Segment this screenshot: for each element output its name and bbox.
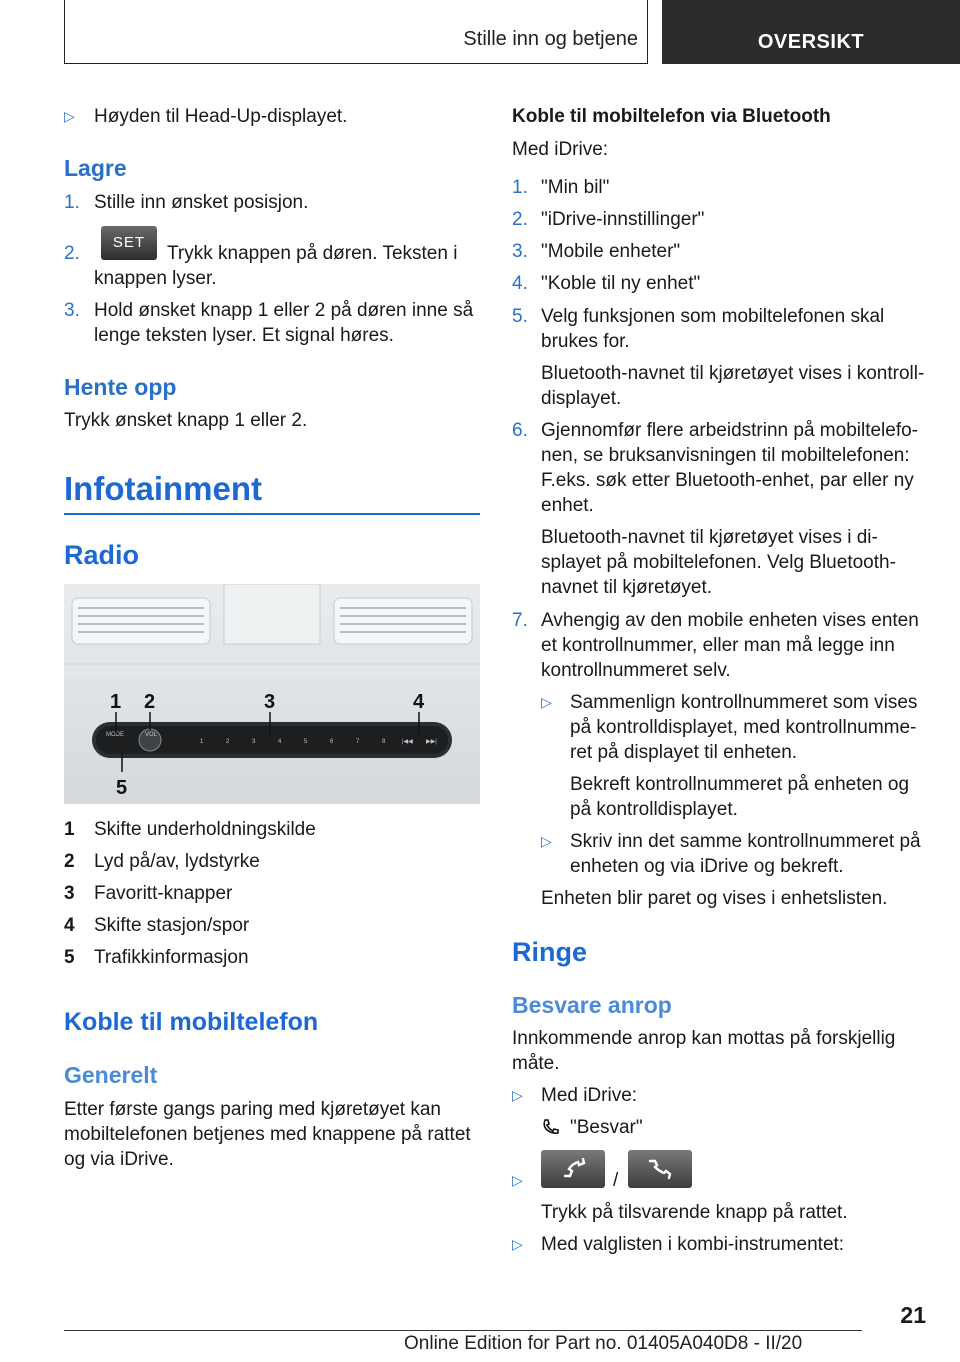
step-note: splayet på mobiltelefonen. Velg Bluetooth- (541, 552, 896, 573)
besvare-bullet-2: Trykk på tilsvarende knapp på rattet. (541, 1202, 848, 1223)
legend-text: Favoritt-knapper (94, 883, 233, 904)
sub-bullet-text: ret på displayet til enheten. (570, 742, 798, 763)
preset-label: 5 (304, 739, 308, 745)
step-number: 6. (512, 420, 528, 441)
step-text: Stille inn ønsket posisjon. (94, 192, 309, 213)
besvare-line: Innkommende anrop kan mottas på forskjellig (512, 1028, 896, 1049)
phone-handset-icon (645, 1158, 675, 1180)
hente-heading: Hente opp (64, 374, 177, 400)
set-key-icon: SET (101, 226, 157, 260)
bt-heading: Koble til mobiltelefon via Bluetooth (512, 106, 831, 127)
seek-back-icon: |◀◀ (402, 739, 413, 745)
lagre-step-3 (64, 298, 484, 348)
legend-text: Skifte stasjon/spor (94, 915, 250, 936)
bt-step-4 (512, 271, 932, 296)
sub-bullet-note: Bekreft kontrollnummeret på enheten og (570, 774, 910, 795)
step-text: "Min bil" (541, 177, 610, 198)
lagre-step-1 (64, 190, 484, 215)
phone-handset-icon (558, 1158, 588, 1180)
step-number: 1. (512, 177, 528, 198)
steering-phone-button-alt (628, 1150, 692, 1188)
besvare-bullet-1: Med iDrive: (541, 1085, 638, 1106)
sub-bullet-text: Sammenlign kontrollnummeret som vises (570, 692, 918, 713)
bullet-triangle-icon: ▷ (512, 1087, 523, 1103)
bullet-triangle-icon: ▷ (512, 1236, 523, 1252)
koble-heading: Koble til mobiltelefon (64, 1008, 319, 1036)
step-text: Trykk knappen på døren. Teksten i (167, 243, 458, 264)
page-number: 21 (900, 1302, 926, 1328)
bt-step-2 (512, 207, 932, 232)
header-section-title: Stille inn og betjene (463, 28, 638, 50)
callout-3: 3 (264, 691, 276, 713)
legend-number: 5 (64, 947, 75, 968)
hente-text: Trykk ønsket knapp 1 eller 2. (64, 410, 308, 431)
phone-icon (541, 1117, 561, 1137)
callout-1: 1 (110, 691, 122, 713)
step-text: enhet. (541, 495, 594, 516)
mode-label: MODE (106, 732, 124, 738)
bullet-triangle-icon: ▷ (541, 694, 552, 710)
generelt-heading: Generelt (64, 1062, 158, 1088)
step-number: 4. (512, 273, 528, 294)
sub-bullet-note: på kontrolldisplayet. (570, 799, 738, 820)
step-text: Gjennomfør flere arbeidstrinn på mobiltelefo- (541, 420, 919, 441)
button-separator: / (613, 1170, 619, 1191)
generelt-line: og via iDrive. (64, 1149, 174, 1170)
steering-phone-button (541, 1150, 605, 1188)
step-text: lenge teksten lyser. Et signal høres. (94, 325, 394, 346)
bt-step-5 (512, 304, 942, 414)
step-note: Bluetooth-navnet til kjøretøyet vises i kontroll- (541, 363, 925, 384)
step-text: kontrollnummeret selv. (541, 660, 731, 681)
step-number: 5. (512, 306, 528, 327)
bt-intro: Med iDrive: (512, 139, 609, 160)
preset-label: 1 (200, 739, 204, 745)
legend-number: 1 (64, 819, 75, 840)
radio-heading: Radio (64, 540, 140, 570)
hud-bullet-text: Høyden til Head-Up-displayet. (94, 106, 348, 127)
legend-text: Lyd på/av, lydstyrke (94, 851, 260, 872)
lagre-heading: Lagre (64, 155, 127, 181)
preset-label: 3 (252, 739, 256, 745)
callout-5: 5 (116, 777, 128, 799)
sub-bullet-text: på kontrolldisplayet, med kontrollnumme- (570, 717, 917, 738)
footer-rule (64, 1330, 862, 1331)
generelt-line: mobiltelefonen betjenes med knappene på rattet (64, 1124, 471, 1145)
preset-label: 2 (226, 739, 230, 745)
ringe-heading: Ringe (512, 937, 588, 967)
sub-bullet-text: enheten og via iDrive og bekreft. (570, 856, 844, 877)
besvar-menu-item: "Besvar" (570, 1117, 643, 1138)
lagre-step-2 (64, 226, 484, 289)
legend-text: Trafikkinformasjon (94, 947, 249, 968)
bullet-triangle-icon: ▷ (512, 1172, 523, 1188)
preset-label: 8 (382, 739, 386, 745)
besvare-bullet-3: Med valglisten i kombi-instrumentet: (541, 1234, 845, 1255)
step-note: Bluetooth-navnet til kjøretøyet vises i di- (541, 527, 878, 548)
step-text: "iDrive-innstillinger" (541, 209, 705, 230)
step-note: navnet til kjøretøyet. (541, 577, 713, 598)
step-number: 7. (512, 610, 528, 631)
besvare-heading: Besvare anrop (512, 992, 672, 1018)
step-text: nen, se bruksanvisningen til mobiltelefonen: (541, 445, 910, 466)
legend-number: 4 (64, 915, 75, 936)
header-chapter-tab[interactable]: OVERSIKT (662, 0, 960, 64)
step-text: "Koble til ny enhet" (541, 273, 701, 294)
legend-text: Skifte underholdningskilde (94, 819, 316, 840)
vol-label: VOL (145, 732, 158, 738)
heading-rule (64, 513, 480, 515)
legend-number: 3 (64, 883, 75, 904)
footer-edition: Online Edition for Part no. 01405A040D8 - II/20 (404, 1333, 803, 1354)
legend-number: 2 (64, 851, 75, 872)
radio-console-drawing (64, 584, 480, 804)
bullet-triangle-icon: ▷ (541, 833, 552, 849)
step-text: F.eks. søk etter Bluetooth-enhet, par eller ny (541, 470, 914, 491)
step-text: Velg funksjonen som mobiltelefonen skal (541, 306, 885, 327)
step-text: "Mobile enheter" (541, 241, 681, 262)
step-note: displayet. (541, 388, 622, 409)
step-text: brukes for. (541, 331, 630, 352)
bullet-triangle-icon: ▷ (64, 108, 75, 124)
seek-forward-icon: ▶▶| (426, 739, 437, 745)
step-number: 3. (64, 300, 80, 321)
step-text: knappen lyser. (94, 268, 217, 289)
step-text: et kontrollnummer, eller man må legge inn (541, 635, 895, 656)
infotainment-heading: Infotainment (64, 470, 262, 507)
preset-label: 7 (356, 739, 360, 745)
step-text: Hold ønsket knapp 1 eller 2 på døren inne så (94, 300, 474, 321)
sub-bullet-text: Skriv inn det samme kontrollnummeret på (570, 831, 921, 852)
step-number: 2. (512, 209, 528, 230)
generelt-line: Etter første gangs paring med kjøretøyet kan (64, 1099, 441, 1120)
step-number: 3. (512, 241, 528, 262)
paired-text: Enheten blir paret og vises i enhetslisten. (541, 888, 888, 909)
radio-illustration (64, 584, 480, 804)
bt-step-6 (512, 418, 942, 603)
preset-label: 4 (278, 739, 282, 745)
callout-2: 2 (144, 691, 156, 713)
callout-4: 4 (413, 691, 425, 713)
bt-step-1 (512, 175, 932, 200)
step-number: 1. (64, 192, 80, 213)
preset-label: 6 (330, 739, 334, 745)
step-text: Avhengig av den mobile enheten vises enten (541, 610, 919, 631)
besvare-line: måte. (512, 1053, 560, 1074)
bt-step-3 (512, 239, 932, 264)
bt-step-7 (512, 608, 942, 688)
step-number: 2. (64, 243, 80, 264)
